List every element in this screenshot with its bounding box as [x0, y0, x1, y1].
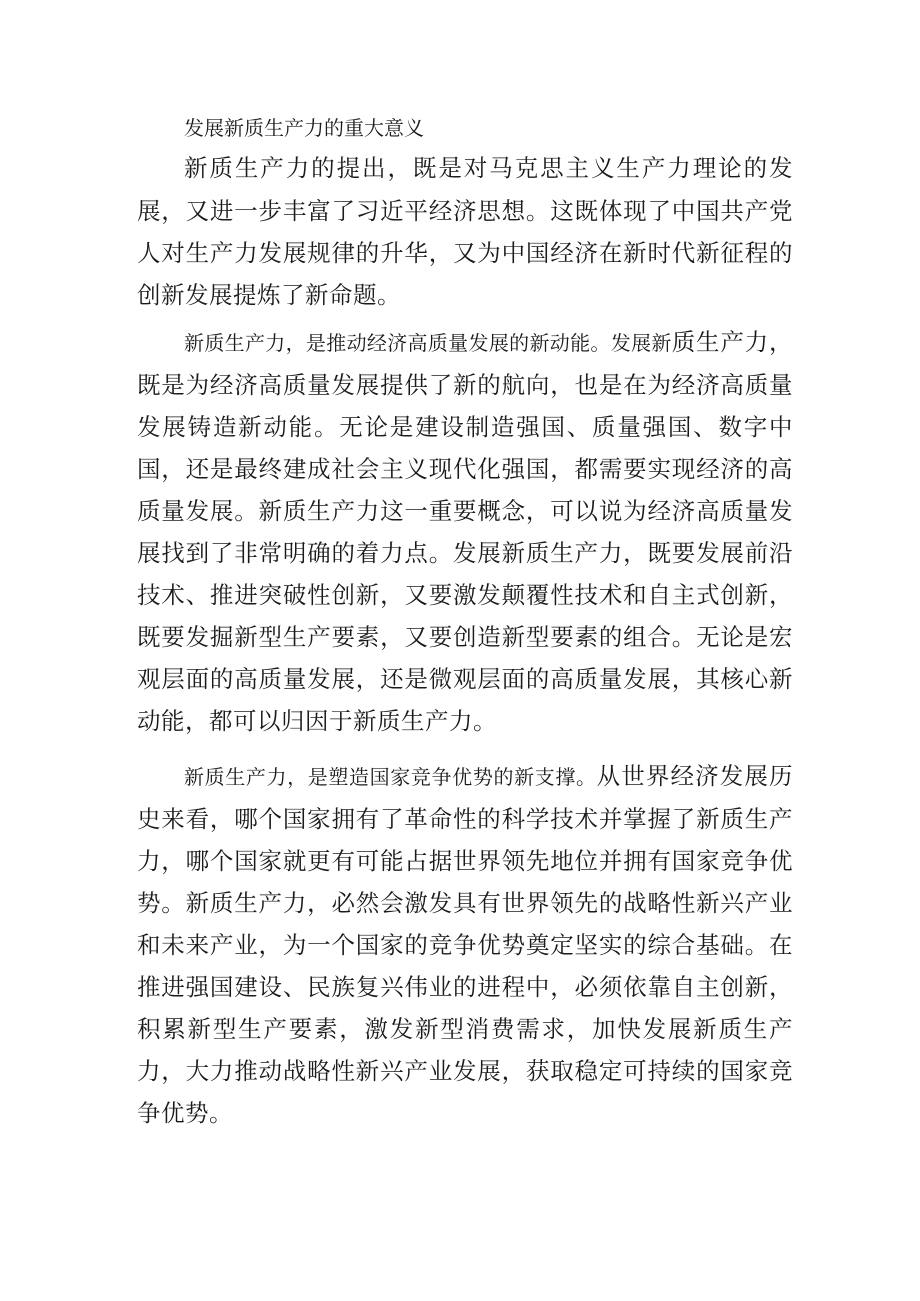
paragraph-3-text: 从世界经济发展历史来看，哪个国家拥有了革命性的科学技术并掌握了新质生产力，哪个国家就更有可能占据世界领先地位并拥有国家竞争优势。新质生产力，必然会激发具有世界领先的战略性新兴产业和未来产业，为一个国家的竞争优势奠定坚实的综合基础。在推进强国建设、民族复兴伟业的进程中，必须依靠自主创新，积累新型生产要素，激发新型消费需求，加快发展新质生产力，大力推动战略性新兴产业发展，获取稳定可持续的国家竞争优势。 [137, 762, 794, 1127]
paragraph-3-lead: 新质生产力，是塑造国家竞争优势的新支撑。 [184, 765, 597, 789]
paragraph-1-text: 新质生产力的提出，既是对马克思主义生产力理论的发展，又进一步丰富了习近平经济思想。这既体现了中国共产党人对生产力发展规律的升华，又为中国经济在新时代新征程的创新发展提炼了新命题。 [137, 154, 793, 309]
paragraph-2-text: 质生产力，既是为经济高质量发展提供了新的航向，也是在为经济高质量发展铸造新动能。无论是建设制造强国、质量强国、数字中国，还是最终建成社会主义现代化强国，都需要实现经济的高质量发展。新质生产力这一重要概念，可以说为经济高质量发展找到了非常明确的着力点。发展新质生产力，既要发展前沿技术、推进突破性创新，又要激发颠覆性技术和自主式创新，既要发掘新型生产要素，又要创造新型要素的组合。无论是宏观层面的高质量发展，还是微观层面的高质量发展，其核心新动能，都可以归因于新质生产力。 [137, 328, 794, 735]
document-title: 发展新质生产力的重大意义 [184, 116, 424, 140]
paragraph-2 [137, 321, 793, 742]
paragraph-3 [137, 755, 793, 1134]
paragraph-2-lead: 新质生产力，是推动经济高质量发展的新动能。发展新 [184, 331, 672, 355]
paragraph-1 [137, 147, 793, 316]
